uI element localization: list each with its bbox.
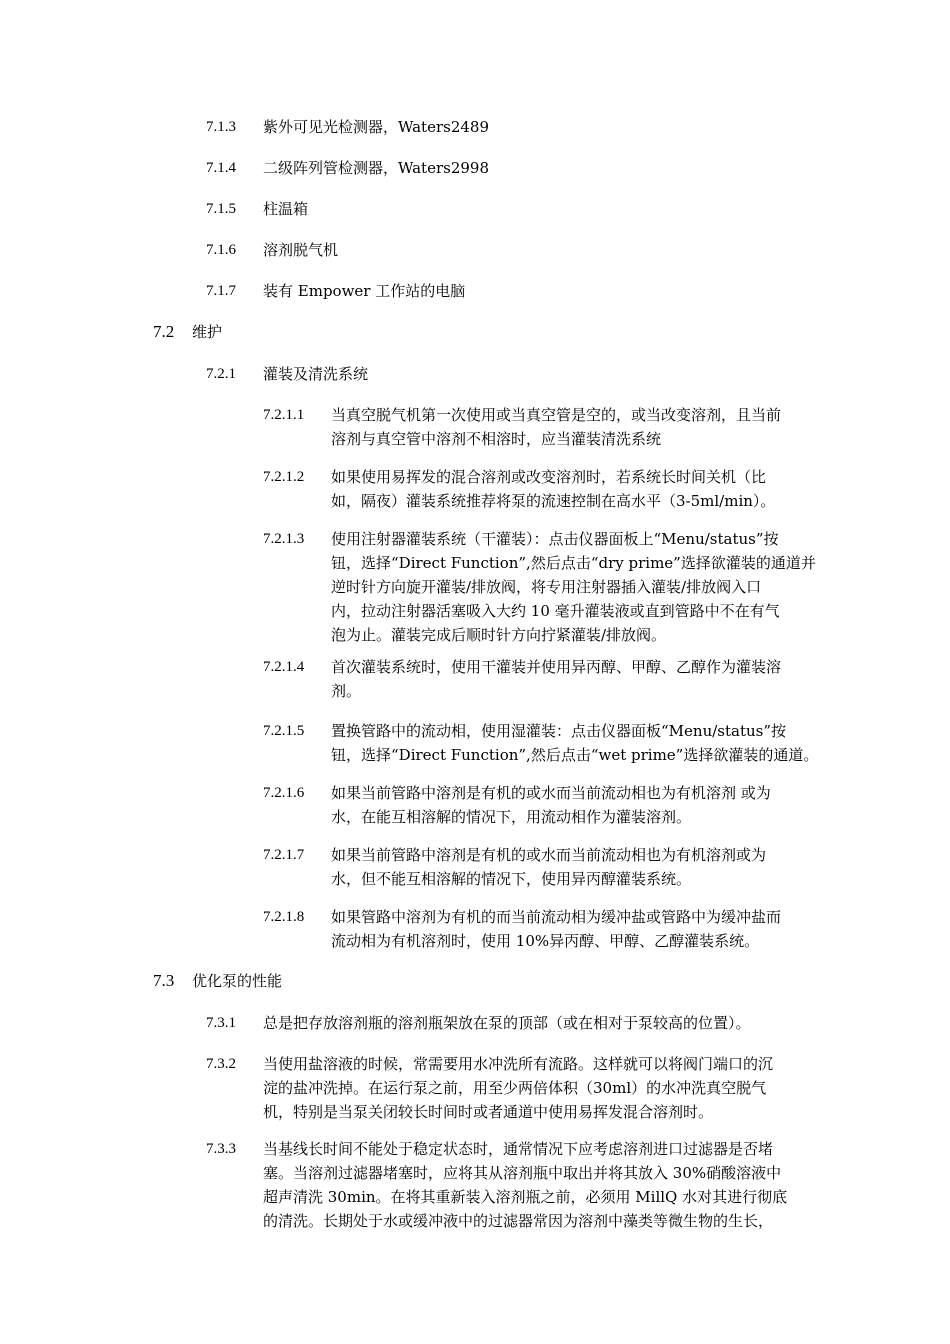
- section-heading: [153, 969, 282, 993]
- list-item: [263, 843, 766, 891]
- item-number: 7.2.1.6: [263, 785, 305, 801]
- section-number: 7.3: [153, 971, 175, 990]
- item-text: [331, 527, 816, 647]
- text-line: 总是把存放溶剂瓶的溶剂瓶架放在泵的顶部（或在相对于泵较高的位置）。: [263, 1014, 751, 1032]
- item-text: [331, 781, 771, 829]
- list-item: [263, 403, 781, 451]
- subsection-title: 灌装及清洗系统: [263, 365, 369, 383]
- text-line: 如果管路中溶剂为有机的而当前流动相为缓冲盐或管路中为缓冲盐而: [331, 908, 782, 926]
- list-item: [263, 465, 775, 513]
- item-text: [263, 1052, 773, 1124]
- item-number: 7.2.1.3: [263, 531, 305, 547]
- item-number: 7.2.1.5: [263, 723, 305, 739]
- item-text: [331, 465, 775, 513]
- text-line: 流动相为有机溶剂时，使用 10%异丙醇、甲醇、乙醇灌装系统。: [331, 932, 760, 950]
- list-item: [263, 781, 771, 829]
- text-line: 超声清洗 30min。在将其重新装入溶剂瓶之前，必须用 MillQ 水对其进行彻底: [263, 1188, 788, 1206]
- item-number: 7.2.1.1: [263, 407, 305, 423]
- item-text: 二级阵列管检测器，Waters2998: [263, 159, 490, 177]
- text-line: 逆时针方向旋开灌装/排放阀，将专用注射器插入灌装/排放阀入口: [331, 578, 762, 596]
- item-number: 7.3.3: [206, 1141, 236, 1157]
- list-item: [206, 1137, 787, 1233]
- text-line: 置换管路中的流动相，使用湿灌装：点击仪器面板“Menu/status”按: [331, 722, 787, 740]
- item-number: 7.2.1.2: [263, 469, 305, 485]
- list-item: [206, 115, 489, 139]
- item-text: 紫外可见光检测器，Waters2489: [263, 118, 490, 136]
- text-line: 如果使用易挥发的混合溶剂或改变溶剂时，若系统长时间关机（比: [331, 468, 767, 486]
- item-text: [331, 719, 818, 767]
- item-number: 7.1.3: [206, 119, 236, 135]
- subsection-heading: [206, 362, 368, 386]
- item-number: 7.2.1.4: [263, 659, 305, 675]
- item-number: 7.3.2: [206, 1056, 236, 1072]
- text-line: 塞。当溶剂过滤器堵塞时，应将其从溶剂瓶中取出并将其放入 30%硝酸溶液中: [263, 1164, 782, 1182]
- section-title: 优化泵的性能: [192, 972, 283, 990]
- text-line: 溶剂与真空管中溶剂不相溶时，应当灌装清洗系统: [331, 430, 662, 448]
- item-text: 装有 Empower 工作站的电脑: [263, 282, 466, 300]
- text-line: 剂。: [331, 682, 362, 700]
- item-number: 7.2.1.7: [263, 847, 305, 863]
- list-item: [206, 1052, 773, 1124]
- text-line: 泡为止。灌装完成后顺时针方向拧紧灌装/排放阀。: [331, 626, 667, 644]
- subsection-number: 7.2.1: [206, 366, 236, 382]
- item-text: [331, 843, 766, 891]
- item-text: [331, 905, 781, 953]
- list-item: [206, 156, 489, 180]
- text-line: 水，在能互相溶解的情况下，用流动相作为灌装溶剂。: [331, 808, 692, 826]
- section-title: 维护: [192, 323, 223, 341]
- list-item: [206, 279, 465, 303]
- text-line: 钮，选择“Direct Function”,然后点击“wet prime”选择欲灌装的通道。: [331, 746, 819, 764]
- item-text: [331, 403, 781, 451]
- item-text: 柱温箱: [263, 200, 309, 218]
- item-text: [263, 1011, 751, 1035]
- text-line: 水，但不能互相溶解的情况下，使用异丙醇灌装系统。: [331, 870, 692, 888]
- list-item: [206, 197, 308, 221]
- text-line: 如果当前管路中溶剂是有机的或水而当前流动相也为有机溶剂 或为: [331, 784, 771, 802]
- item-number: 7.3.1: [206, 1015, 236, 1031]
- list-item: [206, 238, 338, 262]
- text-line: 当真空脱气机第一次使用或当真空管是空的，或当改变溶剂，且当前: [331, 406, 782, 424]
- item-text: 溶剂脱气机: [263, 241, 339, 259]
- text-line: 淀的盐冲洗掉。在运行泵之前，用至少两倍体积（30ml）的水冲洗真空脱气: [263, 1079, 767, 1097]
- section-heading: [153, 320, 222, 344]
- text-line: 钮，选择“Direct Function”,然后点击“dry prime”选择欲灌装的通道并: [331, 554, 816, 572]
- item-number: 7.1.5: [206, 201, 236, 217]
- text-line: 使用注射器灌装系统（干灌装）：点击仪器面板上“Menu/status”按: [331, 530, 779, 548]
- text-line: 如果当前管路中溶剂是有机的或水而当前流动相也为有机溶剂或为: [331, 846, 767, 864]
- list-item: [263, 655, 781, 703]
- text-line: 当使用盐溶液的时候，常需要用水冲洗所有流路。这样就可以将阀门端口的沉: [263, 1055, 774, 1073]
- text-line: 首次灌装系统时，使用干灌装并使用异丙醇、甲醇、乙醇作为灌装溶: [331, 658, 782, 676]
- item-number: 7.1.6: [206, 242, 236, 258]
- item-number: 7.1.4: [206, 160, 236, 176]
- text-line: 当基线长时间不能处于稳定状态时，通常情况下应考虑溶剂进口过滤器是否堵: [263, 1140, 774, 1158]
- item-text: [263, 1137, 787, 1233]
- item-text: [331, 655, 781, 703]
- item-number: 7.2.1.8: [263, 909, 305, 925]
- section-number: 7.2: [153, 322, 175, 341]
- item-number: 7.1.7: [206, 283, 236, 299]
- text-line: 内，拉动注射器活塞吸入大约 10 毫升灌装液或直到管路中不在有气: [331, 602, 780, 620]
- text-line: 机，特别是当泵关闭较长时间时或者通道中使用易挥发混合溶剂时。: [263, 1103, 714, 1121]
- list-item: [263, 905, 781, 953]
- text-line: 的清洗。长期处于水或缓冲液中的过滤器常因为溶剂中藻类等微生物的生长，: [263, 1212, 774, 1230]
- list-item: [206, 1011, 751, 1035]
- list-item: [263, 527, 816, 647]
- list-item: [263, 719, 818, 767]
- text-line: 如，隔夜）灌装系统推荐将泵的流速控制在高水平（3-5ml/min）。: [331, 492, 776, 510]
